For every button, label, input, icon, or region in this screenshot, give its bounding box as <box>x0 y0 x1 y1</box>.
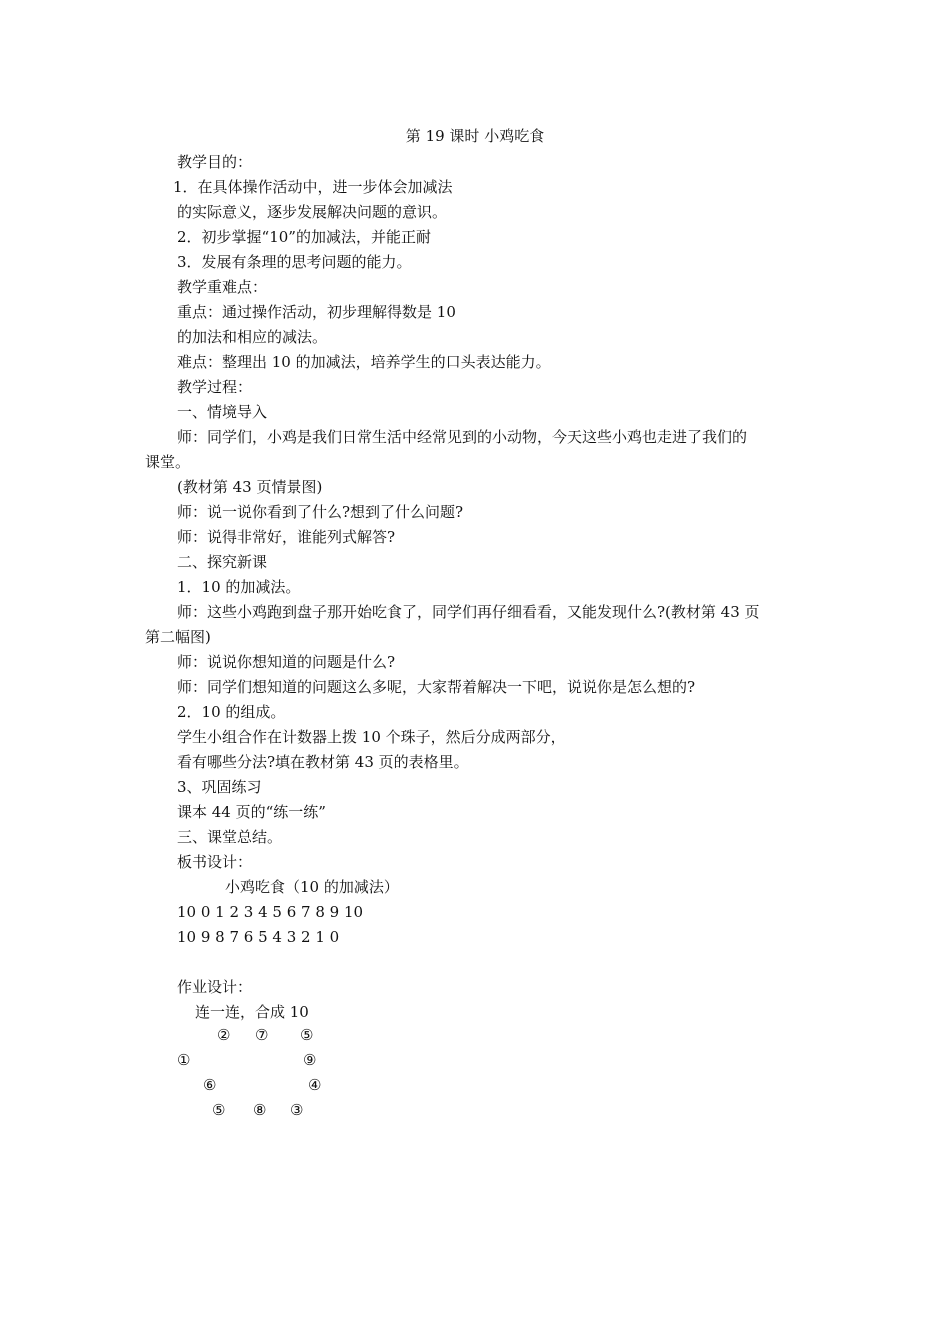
part2-line-1: 师：这些小鸡跑到盘子那开始吃食了，同学们再仔细看看，又能发现什么?(教材第 43 页 <box>177 603 760 621</box>
circle-5-top: ⑤ <box>300 1026 314 1044</box>
part1-question-2: 师：说得非常好，谁能列式解答? <box>177 528 396 546</box>
part3-heading: 3、巩固练习 <box>177 778 262 796</box>
goal-1-line-a: 1．在具体操作活动中，进一步体会加减法 <box>173 178 453 196</box>
circle-9: ⑨ <box>303 1051 317 1069</box>
board-row-1: 10 0 1 2 3 4 5 6 7 8 9 10 <box>177 903 364 921</box>
page-title: 第 19 课时 小鸡吃食 <box>405 127 545 145</box>
part1-line-1: 师：同学们，小鸡是我们日常生活中经常见到的小动物，今天这些小鸡也走进了我们的 <box>177 428 748 446</box>
goal-3: 3．发展有条理的思考问题的能力。 <box>177 253 412 271</box>
board-title: 小鸡吃食（10 的加减法） <box>225 878 399 896</box>
circle-6: ⑥ <box>203 1076 217 1094</box>
part3-line: 课本 44 页的“练一练” <box>177 803 326 821</box>
part2-heading: 二、探究新课 <box>177 553 268 571</box>
part2-question-1: 师：说说你想知道的问题是什么? <box>177 653 396 671</box>
key-point-line-a: 重点：通过操作活动，初步理解得数是 10 <box>177 303 456 321</box>
part2-activity-2: 看有哪些分法?填在教材第 43 页的表格里。 <box>177 753 469 771</box>
homework-task: 连一连，合成 10 <box>195 1003 309 1021</box>
part2-sub-2: 2．10 的组成。 <box>177 703 286 721</box>
circle-1: ① <box>177 1051 191 1069</box>
goals-heading: 教学目的： <box>177 153 253 171</box>
goal-1-line-b: 的实际意义，逐步发展解决问题的意识。 <box>177 203 448 221</box>
keypoints-heading: 教学重难点： <box>177 278 268 296</box>
part1-reference: (教材第 43 页情景图) <box>177 478 323 496</box>
homework-heading: 作业设计： <box>177 978 253 996</box>
key-point-line-b: 的加法和相应的减法。 <box>177 328 328 346</box>
board-row-2: 10 9 8 7 6 5 4 3 2 1 0 <box>177 928 340 946</box>
circle-2: ② <box>217 1026 231 1044</box>
goal-2: 2．初步掌握“10”的加减法，并能正耐 <box>177 228 431 246</box>
process-heading: 教学过程： <box>177 378 253 396</box>
part1-line-2: 课堂。 <box>145 453 191 471</box>
part2-question-2: 师：同学们想知道的问题这么多呢，大家帮着解决一下吧，说说你是怎么想的? <box>177 678 696 696</box>
circle-5-bottom: ⑤ <box>212 1101 226 1119</box>
part4-heading: 三、课堂总结。 <box>177 828 283 846</box>
part1-question-1: 师：说一说你看到了什么?想到了什么问题? <box>177 503 464 521</box>
difficulty-point: 难点：整理出 10 的加减法，培养学生的口头表达能力。 <box>177 353 551 371</box>
part2-activity-1: 学生小组合作在计数器上拨 10 个珠子，然后分成两部分， <box>177 728 566 746</box>
circle-4: ④ <box>308 1076 322 1094</box>
part2-line-2: 第二幅图) <box>145 628 211 646</box>
circle-3: ③ <box>290 1101 304 1119</box>
circle-7: ⑦ <box>255 1026 269 1044</box>
part1-heading: 一、情境导入 <box>177 403 268 421</box>
board-heading: 板书设计： <box>177 853 253 871</box>
part2-sub-1: 1．10 的加减法。 <box>177 578 301 596</box>
circle-8: ⑧ <box>253 1101 267 1119</box>
